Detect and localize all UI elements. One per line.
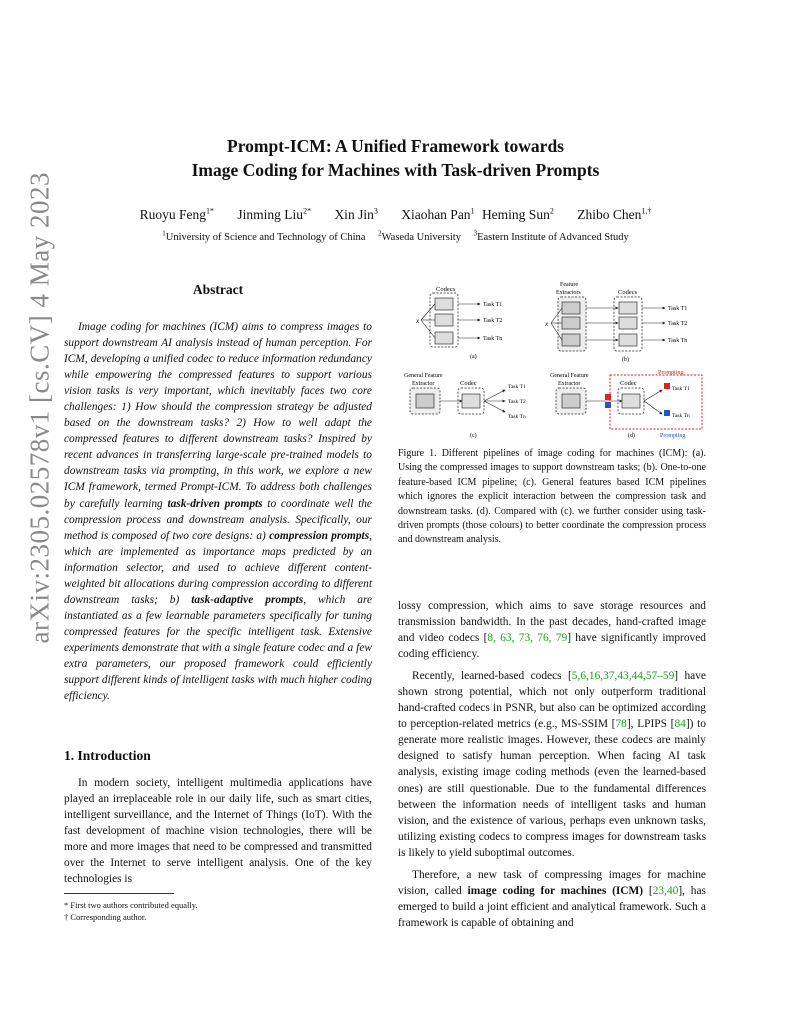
label-codec: Codec (460, 380, 477, 387)
footnote-2: † Corresponding author. (64, 912, 147, 922)
paper-title (0, 134, 791, 182)
author: Xiaohan Pan$^1$ (401, 206, 475, 222)
task-label: Task T1 (668, 306, 688, 312)
task-label: Task Tn (668, 338, 688, 344)
figure-caption: Figure 1. Different pipelines of image coding for machines (ICM): (a). Using the compressed images to support downstream tasks; (b). One-to-one feature-based ICM pipeline; (c). General features based ICM pipelines which ignores the explicit interaction between the compression task and downstream tasks. (d). Compared with (c). we further consider using task-driven prompts (those colours) to better coordinate the compression process and downstream analysis. (398, 448, 706, 546)
affiliation: $^3$Eastern Institute of Advanced Study (473, 229, 629, 243)
task-label: Task T2 (668, 321, 688, 327)
label-general-feature: General Feature (404, 373, 443, 379)
label-x: x (416, 317, 420, 325)
footnote-1: * First two authors contributed equally. (64, 900, 198, 910)
panel-label: (b) (622, 357, 629, 363)
panel-d (550, 370, 702, 439)
abstract-body: Image coding for machines (ICM) aims to compress images to support downstream AI analysis instead of human perception. For ICM, developing a unified codec to reduce information redundancy while empowering the compressed features to support various vision tasks is very important, which inevitably faces two core challenges: 1) How should the compression strategy be adjusted based on the downstream tasks? 2) How to well adapt the compressed features to different downstream tasks? Inspired by recent advances in transferring large-scale pre-trained models to downstream tasks via prompting, in this work, we explore a new ICM framework, termed Prompt-ICM. To address both challenges by carefully learning task-driven prompts to coordinate well the compression process and downstream analysis. Specifically, our method is composed of two core designs: a) compression prompts, which are implemented as importance maps predicted by an information selector, and used to achieve different content-weighted bit allocations during compression according to different downstream tasks; b) task-adaptive prompts, which are instantiated as a few learnable parameters specifically for tuning compressed features for the specific intelligent task. Extensive experiments demonstrate that with a single feature codec and a few extra parameters, our proposed framework could efficiently support different kinds of intelligent tasks with much higher coding efficiency. (64, 321, 373, 703)
right-column-body (398, 598, 706, 937)
label-general-feature: General Feature (550, 373, 589, 379)
author: Jinming Liu$^{2*}$ (237, 206, 312, 222)
task-label: Task T2 (508, 399, 526, 405)
panel-label: (c) (470, 433, 477, 439)
footnote-rule (64, 893, 174, 894)
affiliations (0, 229, 791, 243)
paragraph: In modern society, intelligent multimedia applications have played an irreplaceable role in our daily life, such as smart cities, intelligent surveillance, and the Internet of Things (IoT). With the fast development of machine vision technologies, there will be more and more images that need to be compressed and transmitted over the Internet to serve intelligent analysis. One of the key technologies is (64, 777, 372, 886)
citation-link[interactable]: 5,6,16,37,43,44,57–59 (571, 670, 675, 683)
title-line-1: Prompt-ICM: A Unified Framework towards (227, 136, 564, 156)
title-line-2: Image Coding for Machines with Task-driven Prompts (191, 160, 600, 180)
prompting-label: Prompting (660, 433, 686, 439)
label-extractor: Extractor (558, 381, 581, 387)
affiliation: $^2$Waseda University (378, 229, 461, 243)
panel-label: (a) (470, 354, 477, 360)
task-label: Task T1 (483, 302, 503, 308)
citation-link[interactable]: 8, 63, 73, 76, 79 (487, 632, 568, 645)
figure-1 (404, 282, 710, 442)
panel-c (404, 373, 526, 439)
task-label: Task T1 (508, 384, 526, 390)
affiliation: $^1$University of Science and Technology of China (162, 229, 366, 243)
label-feature: Feature (560, 282, 578, 288)
label-codec: Codec (620, 380, 637, 387)
task-label: Task T1 (672, 386, 690, 392)
task-label: Task Tn (508, 414, 526, 420)
author: Ruoyu Feng$^{1*}$ (139, 206, 215, 222)
task-label: Task Tn (483, 336, 503, 342)
paragraph: Therefore, a new task of compressing images for machine vision, called image coding for machines (ICM) [23,40], has emerged to build a joint efficient and analytical framework. Such a framework is capable of obtaining and (398, 868, 706, 929)
citation-link[interactable]: 23,40 (652, 884, 679, 897)
panel-label: (d) (628, 433, 635, 439)
arxiv-stamp: arXiv:2305.02578v1 [cs.CV] 4 May 2023 (24, 172, 55, 644)
panel-b (544, 282, 687, 363)
author-list (0, 206, 791, 223)
footnotes (64, 899, 198, 923)
label-x: x (545, 320, 549, 328)
label-codecs: Codecs (436, 286, 456, 293)
author: Heming Sun$^2$ (481, 206, 554, 222)
intro-body (64, 775, 372, 893)
author: Zhibo Chen$^{1,\dagger}$ (577, 206, 652, 222)
paragraph: lossy compression, which aims to save storage resources and transmission bandwidth. In the past decades, hand-crafted image and video codecs [8, 63, 73, 76, 79] have significantly improved coding efficiency. (398, 600, 706, 661)
abstract-heading: Abstract (192, 282, 244, 297)
citation-link[interactable]: 84 (674, 718, 686, 731)
prompting-label: Prompting (658, 370, 684, 376)
paragraph: Recently, learned-based codecs [5,6,16,37,43,44,57–59] have shown strong potential, which not only outperform traditional hand-crafted codecs in PSNR, but also can be optimized according to perception-related metrics (e.g., MS-SSIM [78], LPIPS [84]) to generate more realistic images. However, these codecs are mainly designed to satisfy human perception. When facing AI task analysis, existing image coding methods (even the learned-based ones) are still questionable. Due to the fundamental differences between the information needs of intelligent tasks and human vision, and the existence of various, perhaps even unknown tasks, utilizing existing codecs to compress images for downstream tasks is likely to yield suboptimal outcomes. (398, 670, 707, 859)
intro-heading: 1. Introduction (64, 748, 151, 763)
task-label: Task Tn (672, 413, 690, 419)
citation-link[interactable]: 78 (615, 718, 627, 731)
label-extractor: Extractor (412, 381, 435, 387)
label-codecs: Codecs (618, 289, 638, 296)
panel-a (415, 286, 502, 360)
author: Xin Jin$^3$ (334, 206, 378, 222)
task-label: Task T2 (483, 318, 503, 324)
label-extractors: Extractors (556, 290, 581, 296)
